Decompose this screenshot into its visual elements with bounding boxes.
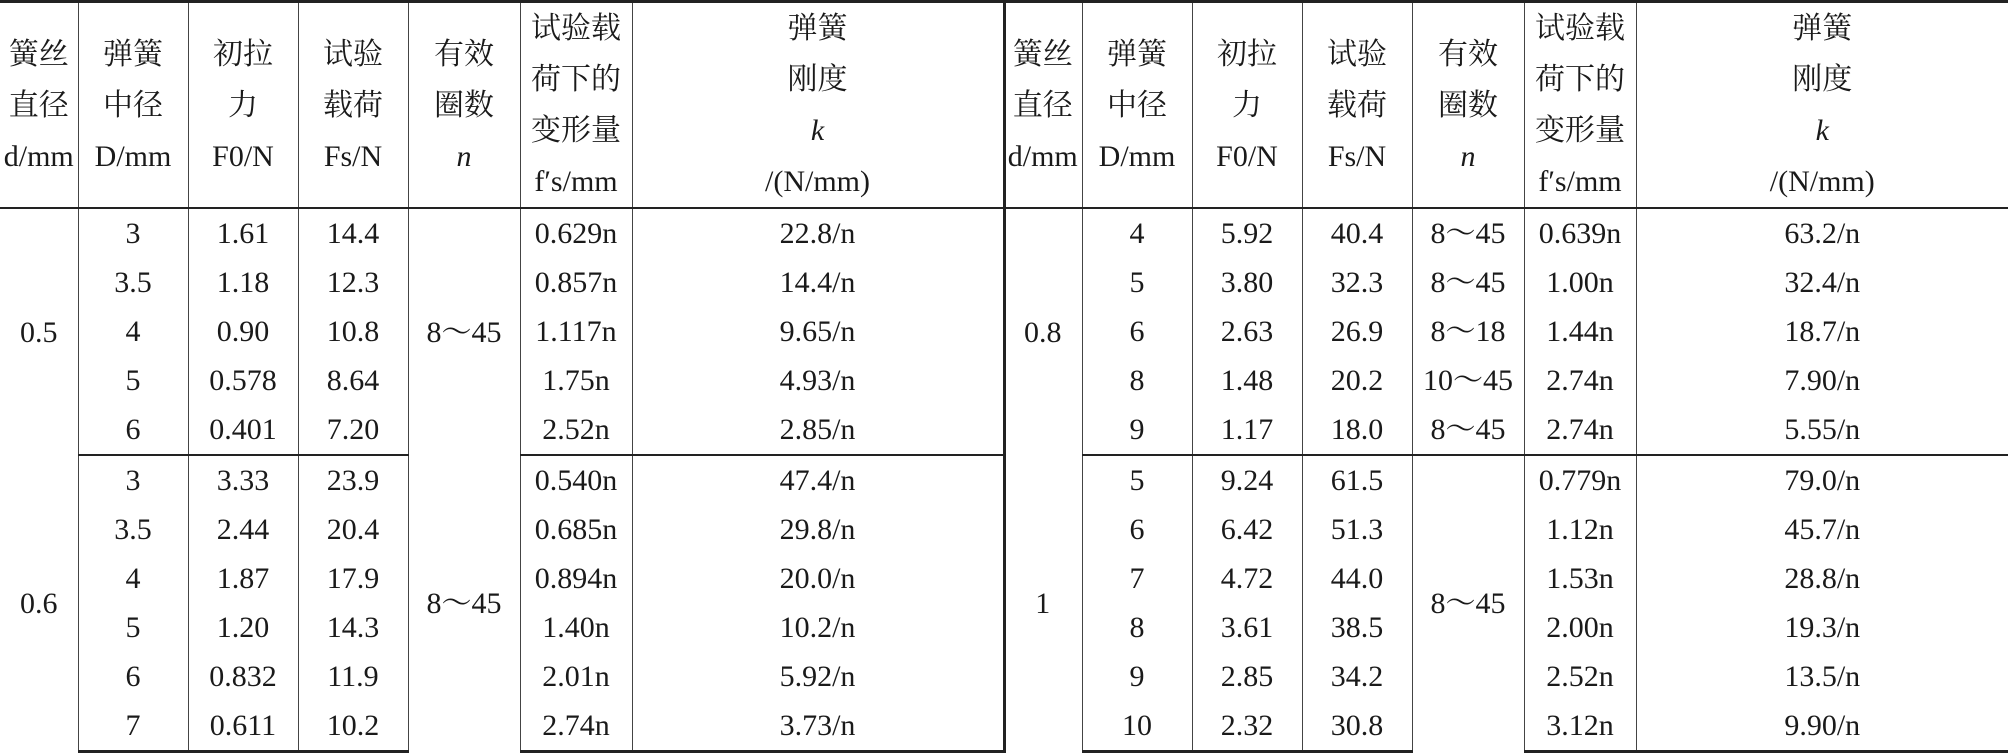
stiffness-cell: 3.73/n bbox=[632, 701, 1004, 752]
initial-tension-cell: 1.20 bbox=[188, 603, 298, 652]
stiffness-cell: 4.93/n bbox=[632, 356, 1004, 405]
initial-tension-cell: 2.32 bbox=[1192, 701, 1302, 752]
header-fs-line: 试验载 bbox=[1525, 3, 1636, 54]
initial-tension-cell: 2.85 bbox=[1192, 652, 1302, 701]
deflection-cell: 2.01n bbox=[520, 652, 632, 701]
deflection-cell: 1.117n bbox=[520, 307, 632, 356]
header-Fs-cell bbox=[1302, 2, 1412, 209]
header-Fs-line: 载荷 bbox=[299, 80, 408, 131]
initial-tension-cell: 2.44 bbox=[188, 505, 298, 554]
stiffness-cell: 19.3/n bbox=[1636, 603, 2008, 652]
test-load-cell: 14.4 bbox=[298, 208, 408, 258]
deflection-cell: 3.12n bbox=[1524, 701, 1636, 752]
test-load-cell: 23.9 bbox=[298, 455, 408, 505]
stiffness-cell: 28.8/n bbox=[1636, 554, 2008, 603]
initial-tension-cell: 3.33 bbox=[188, 455, 298, 505]
initial-tension-cell: 3.80 bbox=[1192, 258, 1302, 307]
stiffness-cell: 5.55/n bbox=[1636, 405, 2008, 455]
header-d-line: d/mm bbox=[1004, 131, 1082, 182]
header-fs-cell bbox=[1524, 2, 1636, 209]
test-load-cell: 38.5 bbox=[1302, 603, 1412, 652]
header-k-cell bbox=[632, 2, 1004, 209]
mean-diameter-cell: 8 bbox=[1082, 356, 1192, 405]
header-k-line: 刚度 bbox=[633, 54, 1003, 105]
mean-diameter-cell: 3 bbox=[78, 208, 188, 258]
spring-table-right bbox=[1004, 0, 2008, 753]
header-fs-line: 试验载 bbox=[521, 3, 632, 54]
mean-diameter-cell: 6 bbox=[78, 405, 188, 455]
deflection-cell: 0.685n bbox=[520, 505, 632, 554]
header-n-line: 有效 bbox=[409, 29, 520, 80]
stiffness-cell: 32.4/n bbox=[1636, 258, 2008, 307]
mean-diameter-cell: 4 bbox=[78, 307, 188, 356]
stiffness-cell: 5.92/n bbox=[632, 652, 1004, 701]
stiffness-cell: 9.65/n bbox=[632, 307, 1004, 356]
header-D-cell bbox=[1082, 2, 1192, 209]
mean-diameter-cell: 5 bbox=[78, 603, 188, 652]
initial-tension-cell: 0.832 bbox=[188, 652, 298, 701]
initial-tension-cell: 0.578 bbox=[188, 356, 298, 405]
test-load-cell: 10.2 bbox=[298, 701, 408, 752]
header-n-line: n bbox=[1413, 131, 1524, 182]
initial-tension-cell: 2.63 bbox=[1192, 307, 1302, 356]
header-d-line: 直径 bbox=[1004, 80, 1082, 131]
mean-diameter-cell: 9 bbox=[1082, 405, 1192, 455]
header-k-line: /(N/mm) bbox=[1637, 156, 2008, 207]
header-F0-line: 力 bbox=[1193, 80, 1302, 131]
header-row bbox=[1004, 2, 2008, 209]
table-row bbox=[1004, 405, 2008, 455]
deflection-cell: 1.12n bbox=[1524, 505, 1636, 554]
test-load-cell: 20.4 bbox=[298, 505, 408, 554]
deflection-cell: 1.44n bbox=[1524, 307, 1636, 356]
initial-tension-cell: 4.72 bbox=[1192, 554, 1302, 603]
stiffness-cell: 9.90/n bbox=[1636, 701, 2008, 752]
stiffness-cell: 14.4/n bbox=[632, 258, 1004, 307]
stiffness-cell: 63.2/n bbox=[1636, 208, 2008, 258]
initial-tension-cell: 6.42 bbox=[1192, 505, 1302, 554]
deflection-cell: 2.52n bbox=[1524, 652, 1636, 701]
header-F0-line: F0/N bbox=[189, 131, 298, 182]
test-load-cell: 44.0 bbox=[1302, 554, 1412, 603]
wire-diameter-cell: 0.8 bbox=[1004, 208, 1082, 455]
active-coils-cell: 8～45 bbox=[1412, 258, 1524, 307]
test-load-cell: 26.9 bbox=[1302, 307, 1412, 356]
header-n-line: 有效 bbox=[1413, 29, 1524, 80]
header-fs-cell bbox=[520, 2, 632, 209]
deflection-cell: 1.53n bbox=[1524, 554, 1636, 603]
deflection-cell: 2.52n bbox=[520, 405, 632, 455]
stiffness-cell: 2.85/n bbox=[632, 405, 1004, 455]
header-F0-line: 初拉 bbox=[189, 29, 298, 80]
initial-tension-cell: 1.48 bbox=[1192, 356, 1302, 405]
header-D-line: 中径 bbox=[79, 80, 188, 131]
header-F0-cell bbox=[188, 2, 298, 209]
deflection-cell: 2.00n bbox=[1524, 603, 1636, 652]
mean-diameter-cell: 5 bbox=[1082, 258, 1192, 307]
initial-tension-cell: 5.92 bbox=[1192, 208, 1302, 258]
deflection-cell: 2.74n bbox=[1524, 356, 1636, 405]
deflection-cell: 2.74n bbox=[1524, 405, 1636, 455]
header-n-cell bbox=[408, 2, 520, 209]
deflection-cell: 0.639n bbox=[1524, 208, 1636, 258]
stiffness-cell: 20.0/n bbox=[632, 554, 1004, 603]
initial-tension-cell: 1.17 bbox=[1192, 405, 1302, 455]
test-load-cell: 51.3 bbox=[1302, 505, 1412, 554]
header-F0-cell bbox=[1192, 2, 1302, 209]
header-fs-line: f′s/mm bbox=[521, 156, 632, 207]
mean-diameter-cell: 6 bbox=[78, 652, 188, 701]
active-coils-cell: 8～45 bbox=[1412, 405, 1524, 455]
mean-diameter-cell: 7 bbox=[1082, 554, 1192, 603]
header-k-line: 弹簧 bbox=[1637, 3, 2008, 54]
mean-diameter-cell: 6 bbox=[1082, 307, 1192, 356]
deflection-cell: 1.40n bbox=[520, 603, 632, 652]
table-row bbox=[0, 208, 1004, 258]
test-load-cell: 10.8 bbox=[298, 307, 408, 356]
deflection-cell: 1.75n bbox=[520, 356, 632, 405]
test-load-cell: 11.9 bbox=[298, 652, 408, 701]
header-Fs-line: Fs/N bbox=[299, 131, 408, 182]
header-Fs-line: 试验 bbox=[1303, 29, 1412, 80]
mean-diameter-cell: 4 bbox=[78, 554, 188, 603]
active-coils-cell: 8～18 bbox=[1412, 307, 1524, 356]
header-d-line: 直径 bbox=[0, 80, 78, 131]
test-load-cell: 20.2 bbox=[1302, 356, 1412, 405]
test-load-cell: 14.3 bbox=[298, 603, 408, 652]
table-row bbox=[1004, 258, 2008, 307]
wire-diameter-cell: 0.6 bbox=[0, 455, 78, 752]
header-fs-line: 荷下的 bbox=[1525, 54, 1636, 105]
test-load-cell: 17.9 bbox=[298, 554, 408, 603]
wire-diameter-cell: 0.5 bbox=[0, 208, 78, 455]
header-D-line: D/mm bbox=[1083, 131, 1192, 182]
header-F0-line: 初拉 bbox=[1193, 29, 1302, 80]
mean-diameter-cell: 4 bbox=[1082, 208, 1192, 258]
header-D-line: 中径 bbox=[1083, 80, 1192, 131]
test-load-cell: 18.0 bbox=[1302, 405, 1412, 455]
initial-tension-cell: 1.61 bbox=[188, 208, 298, 258]
test-load-cell: 7.20 bbox=[298, 405, 408, 455]
mean-diameter-cell: 3 bbox=[78, 455, 188, 505]
table-row bbox=[1004, 455, 2008, 505]
deflection-cell: 0.540n bbox=[520, 455, 632, 505]
mean-diameter-cell: 8 bbox=[1082, 603, 1192, 652]
mean-diameter-cell: 3.5 bbox=[78, 258, 188, 307]
deflection-cell: 0.894n bbox=[520, 554, 632, 603]
header-fs-line: 变形量 bbox=[521, 105, 632, 156]
stiffness-cell: 13.5/n bbox=[1636, 652, 2008, 701]
header-D-line: D/mm bbox=[79, 131, 188, 182]
active-coils-cell: 8～45 bbox=[408, 455, 520, 752]
test-load-cell: 8.64 bbox=[298, 356, 408, 405]
table-row bbox=[1004, 208, 2008, 258]
test-load-cell: 61.5 bbox=[1302, 455, 1412, 505]
header-d-line: 簧丝 bbox=[0, 29, 78, 80]
initial-tension-cell: 9.24 bbox=[1192, 455, 1302, 505]
initial-tension-cell: 0.611 bbox=[188, 701, 298, 752]
initial-tension-cell: 1.18 bbox=[188, 258, 298, 307]
header-Fs-line: Fs/N bbox=[1303, 131, 1412, 182]
active-coils-cell: 8～45 bbox=[1412, 208, 1524, 258]
mean-diameter-cell: 3.5 bbox=[78, 505, 188, 554]
active-coils-cell: 10～45 bbox=[1412, 356, 1524, 405]
header-n-cell bbox=[1412, 2, 1524, 209]
header-fs-line: 荷下的 bbox=[521, 54, 632, 105]
header-d-cell bbox=[1004, 2, 1082, 209]
deflection-cell: 0.779n bbox=[1524, 455, 1636, 505]
header-Fs-line: 载荷 bbox=[1303, 80, 1412, 131]
header-n-line: 圈数 bbox=[409, 80, 520, 131]
test-load-cell: 40.4 bbox=[1302, 208, 1412, 258]
mean-diameter-cell: 5 bbox=[78, 356, 188, 405]
test-load-cell: 34.2 bbox=[1302, 652, 1412, 701]
header-d-line: 簧丝 bbox=[1004, 29, 1082, 80]
header-n-line: 圈数 bbox=[1413, 80, 1524, 131]
header-k-line: /(N/mm) bbox=[633, 156, 1003, 207]
wire-diameter-cell: 1 bbox=[1004, 455, 1082, 752]
initial-tension-cell: 3.61 bbox=[1192, 603, 1302, 652]
header-D-line: 弹簧 bbox=[79, 29, 188, 80]
active-coils-cell: 8～45 bbox=[1412, 455, 1524, 752]
header-k-line: 刚度 bbox=[1637, 54, 2008, 105]
stiffness-cell: 29.8/n bbox=[632, 505, 1004, 554]
table-row bbox=[0, 455, 1004, 505]
header-D-cell bbox=[78, 2, 188, 209]
initial-tension-cell: 0.90 bbox=[188, 307, 298, 356]
header-D-line: 弹簧 bbox=[1083, 29, 1192, 80]
header-fs-line: f′s/mm bbox=[1525, 156, 1636, 207]
header-k-line: k bbox=[1637, 105, 2008, 156]
deflection-cell: 1.00n bbox=[1524, 258, 1636, 307]
stiffness-cell: 45.7/n bbox=[1636, 505, 2008, 554]
stiffness-cell: 10.2/n bbox=[632, 603, 1004, 652]
header-d-line: d/mm bbox=[0, 131, 78, 182]
mean-diameter-cell: 9 bbox=[1082, 652, 1192, 701]
table-row bbox=[1004, 307, 2008, 356]
header-row bbox=[0, 2, 1004, 209]
test-load-cell: 12.3 bbox=[298, 258, 408, 307]
initial-tension-cell: 1.87 bbox=[188, 554, 298, 603]
initial-tension-cell: 0.401 bbox=[188, 405, 298, 455]
header-fs-line: 变形量 bbox=[1525, 105, 1636, 156]
header-k-line: k bbox=[633, 105, 1003, 156]
header-d-cell bbox=[0, 2, 78, 209]
stiffness-cell: 18.7/n bbox=[1636, 307, 2008, 356]
stiffness-cell: 22.8/n bbox=[632, 208, 1004, 258]
active-coils-cell: 8～45 bbox=[408, 208, 520, 455]
deflection-cell: 0.857n bbox=[520, 258, 632, 307]
stiffness-cell: 79.0/n bbox=[1636, 455, 2008, 505]
mean-diameter-cell: 6 bbox=[1082, 505, 1192, 554]
header-k-cell bbox=[1636, 2, 2008, 209]
test-load-cell: 30.8 bbox=[1302, 701, 1412, 752]
mean-diameter-cell: 10 bbox=[1082, 701, 1192, 752]
header-Fs-cell bbox=[298, 2, 408, 209]
header-Fs-line: 试验 bbox=[299, 29, 408, 80]
deflection-cell: 2.74n bbox=[520, 701, 632, 752]
header-F0-line: F0/N bbox=[1193, 131, 1302, 182]
header-n-line: n bbox=[409, 131, 520, 182]
header-k-line: 弹簧 bbox=[633, 3, 1003, 54]
mean-diameter-cell: 5 bbox=[1082, 455, 1192, 505]
mean-diameter-cell: 7 bbox=[78, 701, 188, 752]
table-row bbox=[1004, 356, 2008, 405]
test-load-cell: 32.3 bbox=[1302, 258, 1412, 307]
stiffness-cell: 47.4/n bbox=[632, 455, 1004, 505]
deflection-cell: 0.629n bbox=[520, 208, 632, 258]
stiffness-cell: 7.90/n bbox=[1636, 356, 2008, 405]
header-F0-line: 力 bbox=[189, 80, 298, 131]
